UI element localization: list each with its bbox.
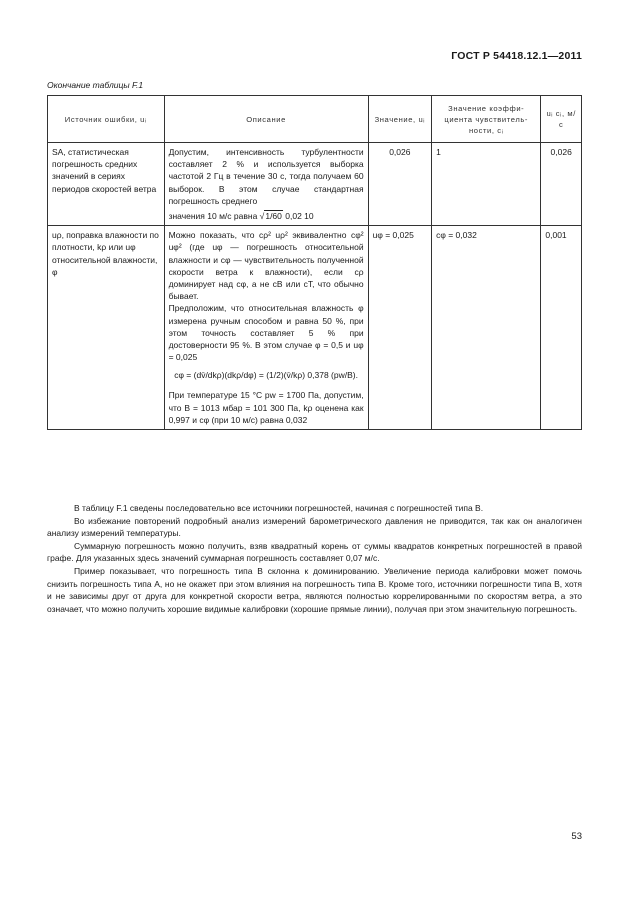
row2-value: uφ = 0,025 bbox=[368, 226, 431, 430]
paragraph: Пример показывает, что погрешность типа B склонна к доминированию. Увеличение периода калибровки может помочь снизить погрешность типа A, но не окажет при этом влияния на погрешность типа B. Кроме того, источники погрешности типа B, хотя и не зависимы друг от друга для конкретной скорости ветра, являются полностью коррелированными по скоростям ветра, а это означает, что можно получить хорошие видимые калибровки (хорошие прямые линии), получая при этом значительную погрешность. bbox=[47, 565, 582, 614]
standard-header: ГОСТ Р 54418.12.1—2011 bbox=[451, 50, 582, 62]
table-caption: Окончание таблицы F.1 bbox=[47, 80, 144, 90]
header-coefficient: Значение коэффи-циента чувствитель-ности, cᵢ bbox=[432, 96, 541, 143]
table-row bbox=[48, 143, 582, 226]
header-product: uᵢ cᵢ, м/с bbox=[541, 96, 582, 143]
row2-desc-a: Можно показать, что cρ² uρ² эквивалентно cφ² uφ² (где uφ — погрешность относительной влажности и cφ — чувствительность полученной скорости ветра к влажности), если cρ доминирует над cφ, а не cB или cT, что обычно бывает. bbox=[168, 230, 364, 302]
row1-formula-suffix: 0,02 10 bbox=[285, 211, 314, 222]
body-text bbox=[47, 502, 582, 615]
row2-description bbox=[164, 226, 368, 430]
row1-description-text: Допустим, интенсивность турбулентности составляет 2 % и используется выборка частотой 2 Гц в течение 30 с, тогда получаем 60 выборок. В этом случае стандартная погрешность среднего bbox=[168, 147, 364, 206]
header-source: Источник ошибки, uᵢ bbox=[48, 96, 165, 143]
row1-formula-sqrt: 1/60 bbox=[265, 211, 282, 222]
row1-formula-prefix: значения 10 м/с равна bbox=[168, 211, 258, 222]
row1-product: 0,026 bbox=[541, 143, 582, 226]
row1-source: SA, статистическая погрешность средних значений в сериях периодов скоростей ветра bbox=[48, 143, 165, 226]
uncertainty-table bbox=[47, 95, 582, 430]
row2-product: 0,001 bbox=[541, 226, 582, 430]
paragraph: В таблицу F.1 сведены последовательно все источники погрешностей, начиная с погрешностей типа B. bbox=[74, 503, 484, 513]
row1-value: 0,026 bbox=[368, 143, 431, 226]
row2-source: uρ, поправка влажности по плотности, kρ или uφ относительной влажности, φ bbox=[48, 226, 165, 430]
paragraph: Во избежание повторений подробный анализ измерений барометрического давления не приводится, так как он аналогичен анализу измерений температуры. bbox=[47, 515, 582, 539]
table-header-row bbox=[48, 96, 582, 143]
page-number: 53 bbox=[571, 831, 582, 842]
sqrt-icon: √ bbox=[259, 211, 265, 222]
row2-coef: cφ = 0,032 bbox=[432, 226, 541, 430]
table-row bbox=[48, 226, 582, 430]
row2-desc-c: При температуре 15 °C pw = 1700 Па, допустим, что B = 1013 мбар = 101 300 Па, kρ оценена как 0,997 и cφ (при 10 м/с) равна 0,032 bbox=[168, 390, 364, 425]
row1-formula bbox=[169, 210, 364, 222]
row1-description bbox=[164, 143, 368, 226]
header-value: Значение, uᵢ bbox=[368, 96, 431, 143]
paragraph: Суммарную погрешность можно получить, взяв квадратный корень от суммы квадратов конкретных погрешностей в правой графе. Для указанных здесь значений суммарная погрешность составляет 0,07 м/с. bbox=[47, 540, 582, 564]
row2-desc-b: Предположим, что относительная влажность φ измерена ручным способом и равна 50 %, при этом точность составляет 5 % при достоверности 95 %. В этом случае φ = 0,5 и uφ = 0,025 bbox=[168, 303, 364, 363]
row2-formula: cφ = (dv̄/dkρ)(dkρ/dφ) = (1/2)(v̄/kρ) 0,378 (pw/B). bbox=[174, 370, 358, 381]
row1-coef: 1 bbox=[432, 143, 541, 226]
header-description: Описание bbox=[164, 96, 368, 143]
